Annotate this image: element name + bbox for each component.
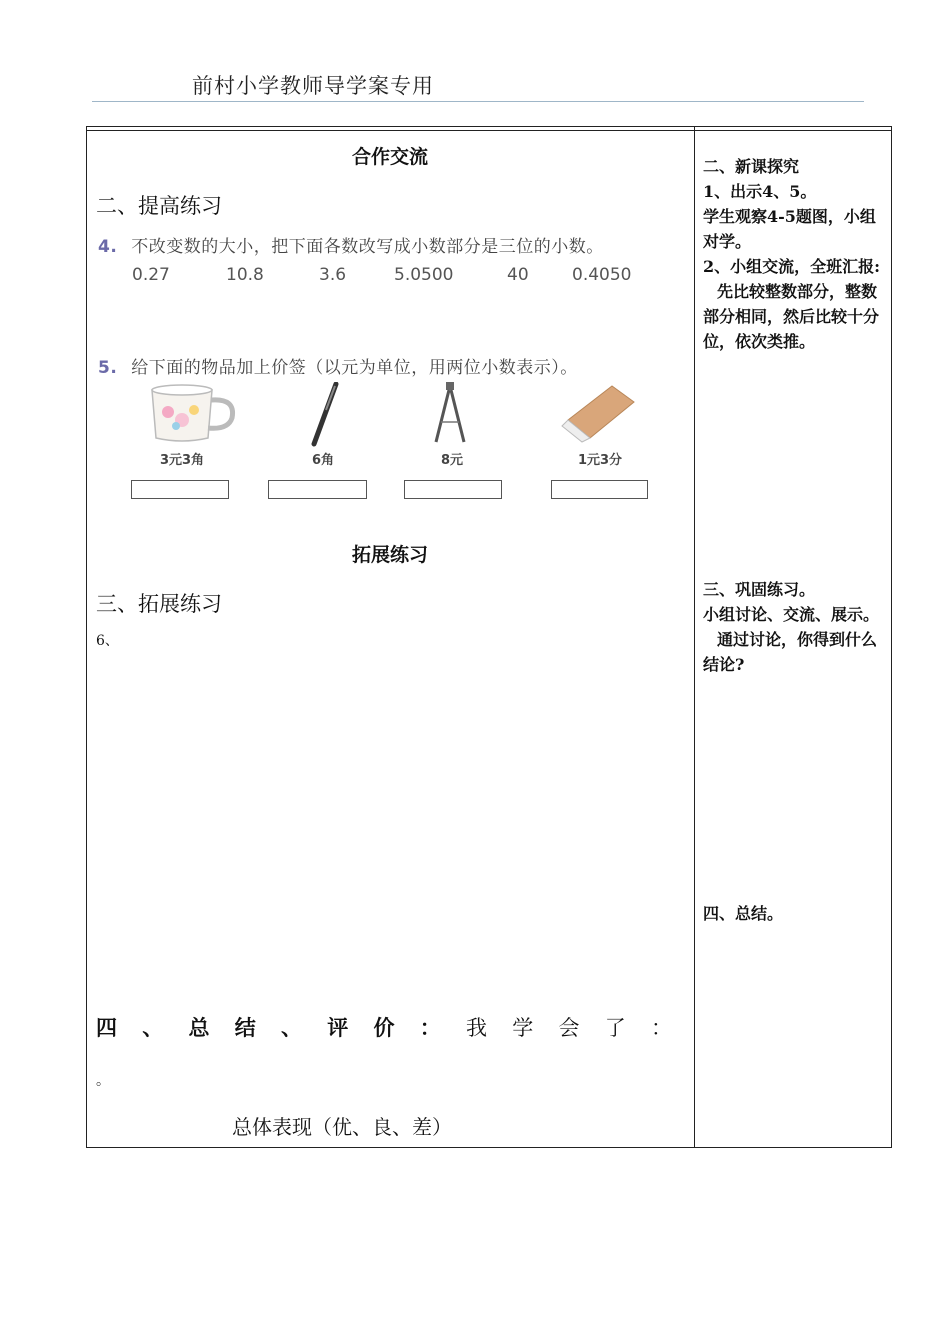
summary-char: 、 xyxy=(142,1015,164,1040)
decimal-value: 5.0500 xyxy=(394,265,454,285)
summary-char: 了 xyxy=(604,1016,626,1040)
item-price-label: 8元 xyxy=(440,453,464,468)
question-4-text: 不改变数的大小，把下面各数改写成小数部分是三位的小数。 xyxy=(131,237,604,257)
table-top-double-line xyxy=(86,130,892,131)
column-divider xyxy=(694,126,695,1148)
question-5-text: 给下面的物品加上价签（以元为单位，用两位小数表示）。 xyxy=(131,358,578,378)
side-notes-summary xyxy=(703,901,887,926)
side-note: 小组讨论、交流、展示。 xyxy=(703,605,880,624)
decimal-value: 10.8 xyxy=(226,265,264,285)
side-note: 三、巩固练习。 xyxy=(703,580,816,599)
decimal-value: 0.27 xyxy=(132,265,170,285)
decimal-value: 3.6 xyxy=(319,265,347,285)
summary-char: 、 xyxy=(281,1015,302,1040)
pen-icon xyxy=(306,382,342,448)
side-note: 先比较整数部分，整数部分相同，然后比较十分位，依次类推。 xyxy=(703,282,880,351)
price-tag-box[interactable] xyxy=(268,480,367,499)
side-notes-practice xyxy=(703,577,887,677)
extend-heading: 拓展练习 xyxy=(351,544,428,566)
section-3-heading: 三、拓展练习 xyxy=(96,592,222,616)
question-6-label: 6、 xyxy=(96,633,119,649)
side-notes-explore xyxy=(703,154,887,354)
price-tag-box[interactable] xyxy=(131,480,229,499)
summary-char: 评 xyxy=(327,1015,349,1040)
eraser-icon xyxy=(560,380,640,444)
side-note: 2、小组交流，全班汇报: xyxy=(703,257,881,276)
summary-char: 我 xyxy=(466,1016,487,1040)
price-tag-box[interactable] xyxy=(404,480,502,499)
question-4-number: 4. xyxy=(98,237,118,257)
side-note: 1、出示4、5。 xyxy=(703,182,817,201)
summary-char: 会 xyxy=(558,1016,580,1040)
section-2-heading: 二、提高练习 xyxy=(96,194,222,218)
compass-icon xyxy=(430,380,470,446)
side-note: 通过讨论，你得到什么结论? xyxy=(703,630,878,674)
summary-line xyxy=(96,1012,672,1042)
side-note: 四、总结。 xyxy=(703,904,784,923)
summary-char: 价 xyxy=(373,1015,395,1040)
summary-char: 学 xyxy=(512,1016,534,1040)
item-price-label: 3元3角 xyxy=(159,453,205,468)
summary-end-mark: 。 xyxy=(96,1073,110,1089)
cup-icon xyxy=(148,382,240,444)
decimal-value: 0.4050 xyxy=(572,265,632,285)
decimal-value: 40 xyxy=(507,265,529,285)
summary-char: 四 xyxy=(96,1015,117,1040)
overall-performance: 总体表现（优、良、差） xyxy=(232,1115,452,1139)
side-note: 二、新课探究 xyxy=(703,157,800,176)
header-rule xyxy=(92,101,864,102)
page-header-title: 前村小学教师导学案专用 xyxy=(192,74,434,98)
question-5 xyxy=(98,353,578,378)
summary-char: 总 xyxy=(188,1015,210,1040)
summary-char: 结 xyxy=(234,1015,256,1040)
price-tag-box[interactable] xyxy=(551,480,648,499)
question-5-number: 5. xyxy=(98,358,118,378)
item-price-label: 6角 xyxy=(311,453,335,468)
cooperate-heading: 合作交流 xyxy=(351,146,428,168)
item-price-label: 1元3分 xyxy=(577,453,623,468)
question-4 xyxy=(98,232,604,257)
summary-char: ： xyxy=(419,1015,441,1040)
summary-char: ： xyxy=(651,1016,672,1040)
side-note: 学生观察4-5题图，小组对学。 xyxy=(703,207,876,251)
